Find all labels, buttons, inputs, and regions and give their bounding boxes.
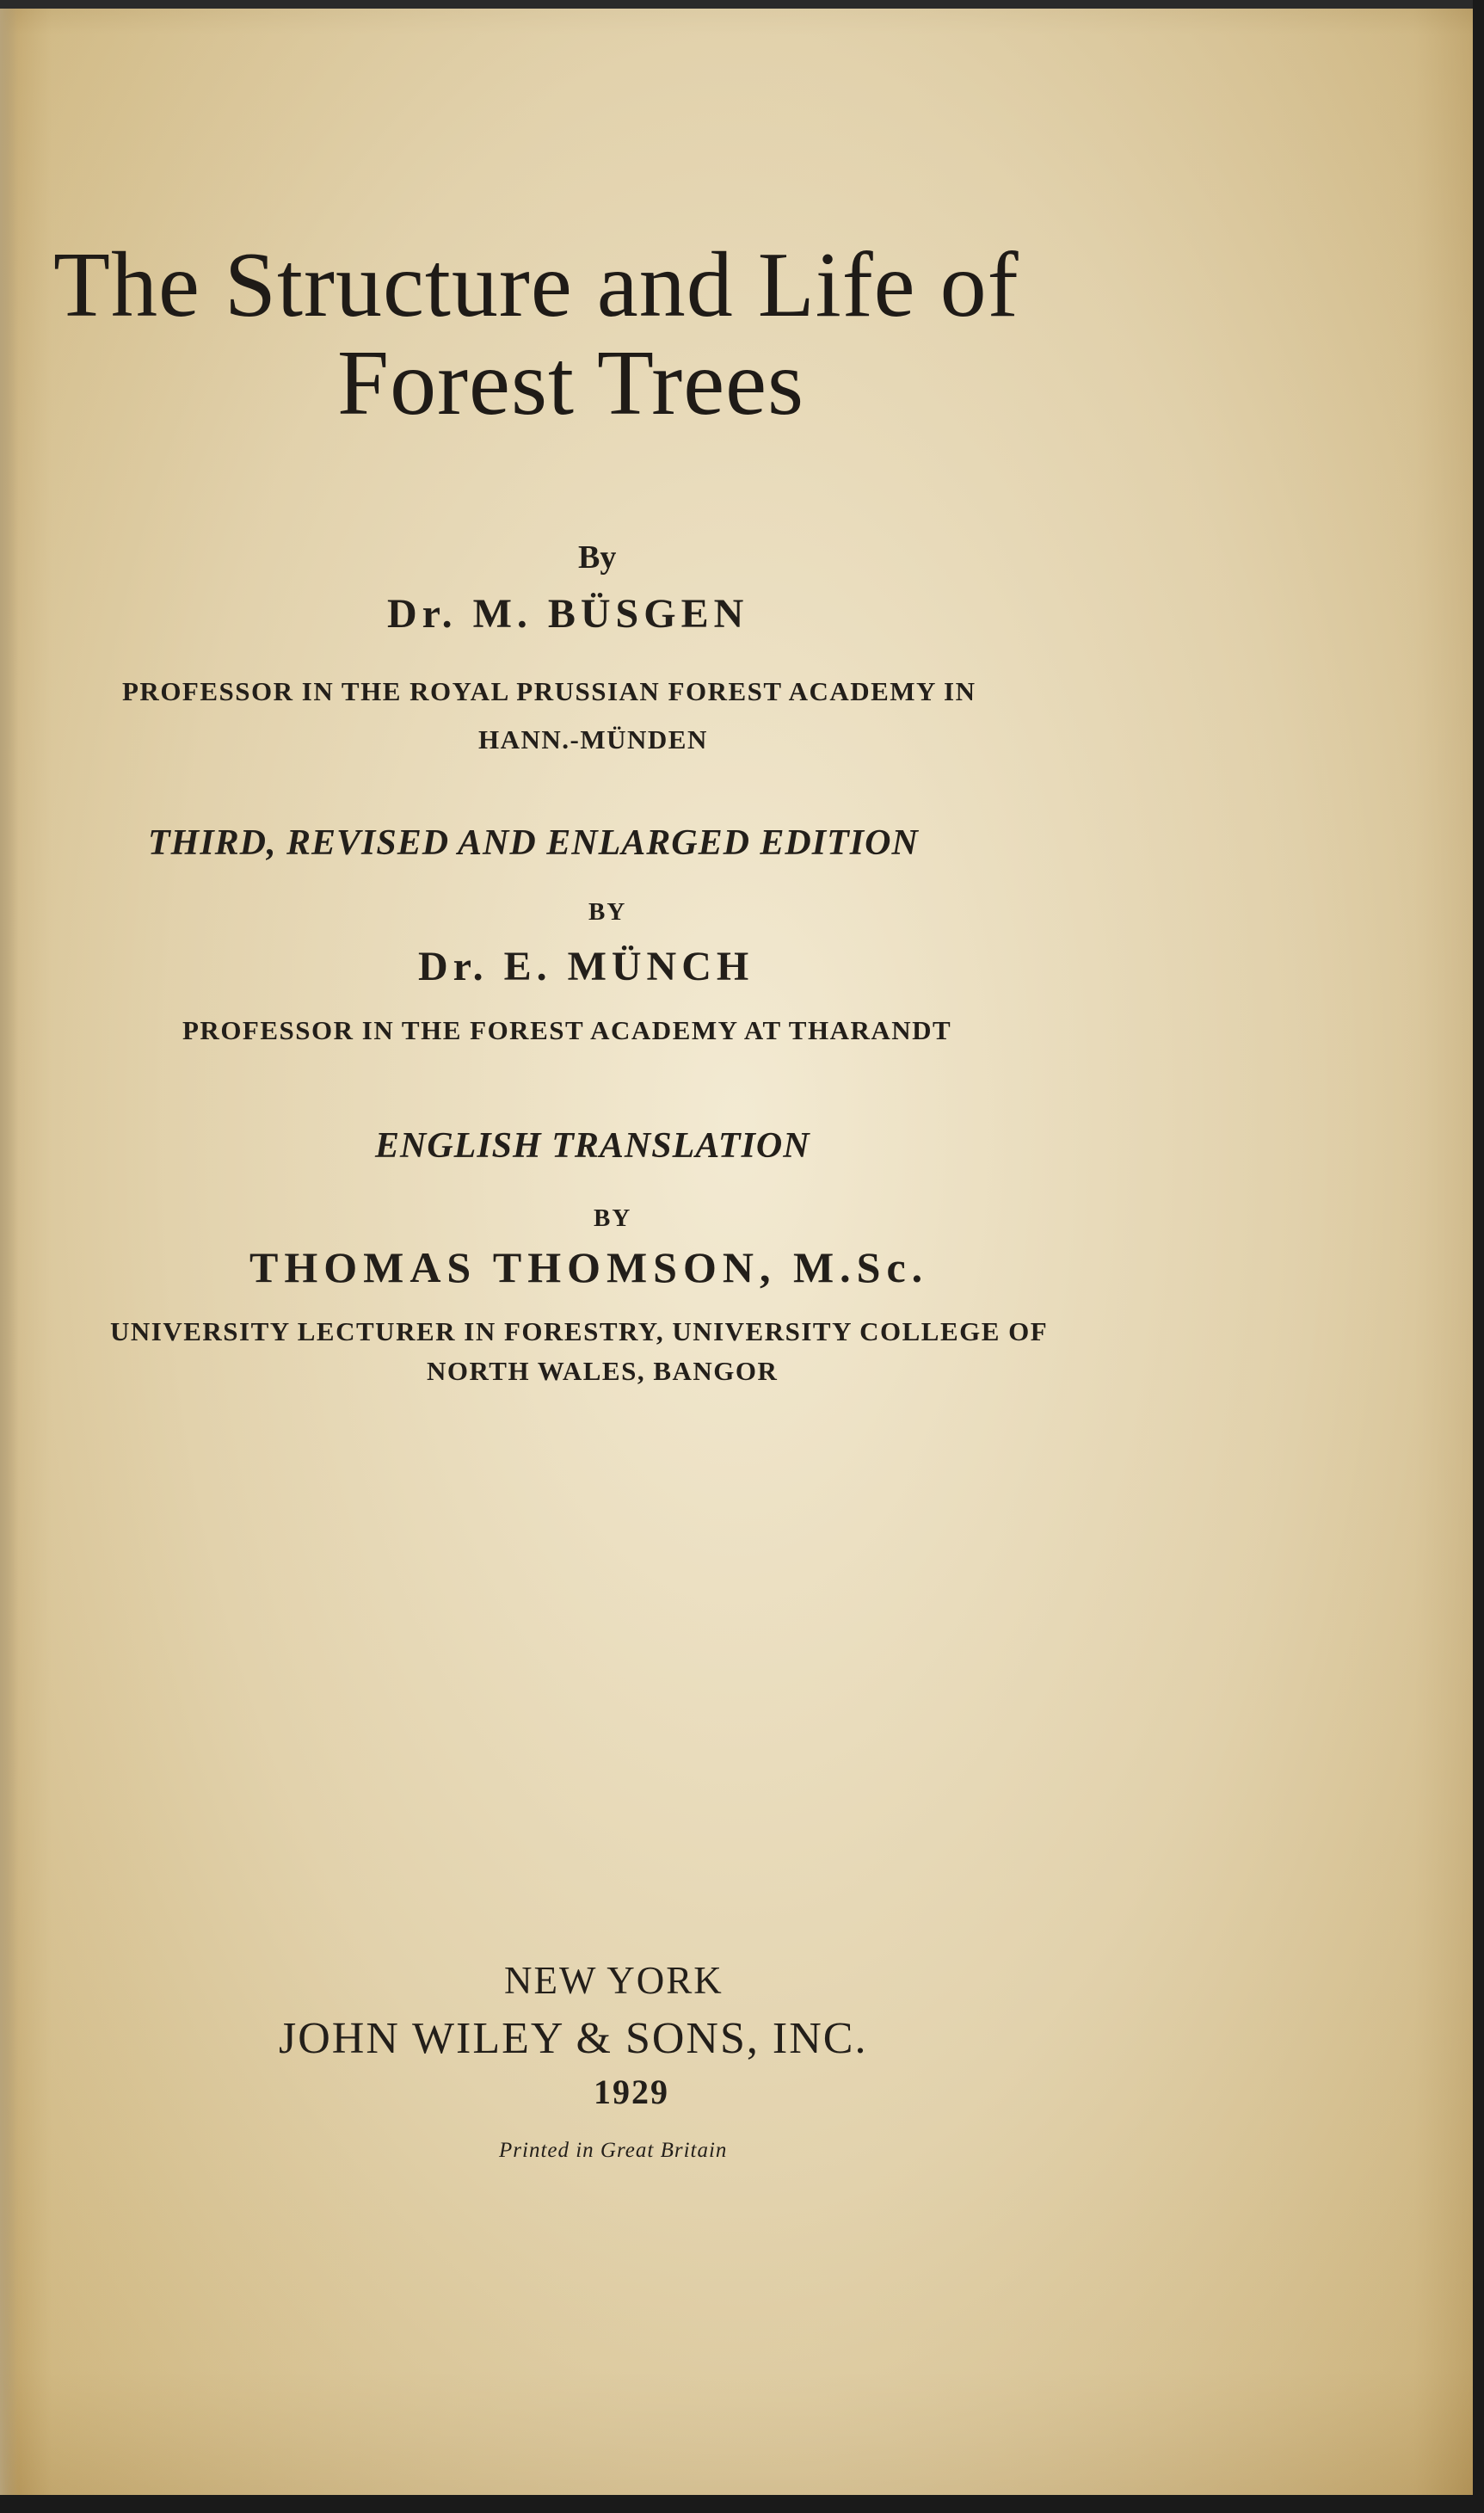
- author-position-line-2: HANN.-MÜNDEN: [478, 724, 708, 755]
- editor-position: PROFESSOR IN THE FOREST ACADEMY AT THARANDT: [182, 1015, 952, 1045]
- book-title-line-1: The Structure and Life of: [53, 234, 1019, 336]
- translation-statement: ENGLISH TRANSLATION: [375, 1126, 810, 1166]
- editor-name: Dr. E. MÜNCH: [418, 944, 754, 989]
- printed-in-note: Printed in Great Britain: [499, 2139, 728, 2162]
- publication-year: 1929: [594, 2073, 669, 2111]
- translator-position-line-2: NORTH WALES, BANGOR: [427, 1356, 779, 1386]
- author-by: By: [578, 539, 617, 576]
- translator-name: THOMAS THOMSON, M.Sc.: [249, 1243, 929, 1291]
- editor-by: BY: [588, 898, 627, 926]
- book-title-line-2: Forest Trees: [337, 332, 805, 434]
- translator-by: BY: [594, 1204, 632, 1232]
- publisher-name: JOHN WILEY & SONS, INC.: [279, 2014, 868, 2063]
- author-name: Dr. M. BÜSGEN: [387, 591, 749, 637]
- page-top-border: [0, 0, 1473, 9]
- edition-statement: THIRD, REVISED AND ENLARGED EDITION: [148, 823, 919, 863]
- author-position-line-1: PROFESSOR IN THE ROYAL PRUSSIAN FOREST ACADEMY IN: [122, 676, 976, 706]
- publisher-city: NEW YORK: [504, 1959, 724, 2002]
- translator-position-line-1: UNIVERSITY LECTURER IN FORESTRY, UNIVERSITY COLLEGE OF: [110, 1316, 1049, 1346]
- page-gutter-shadow: [0, 0, 19, 2495]
